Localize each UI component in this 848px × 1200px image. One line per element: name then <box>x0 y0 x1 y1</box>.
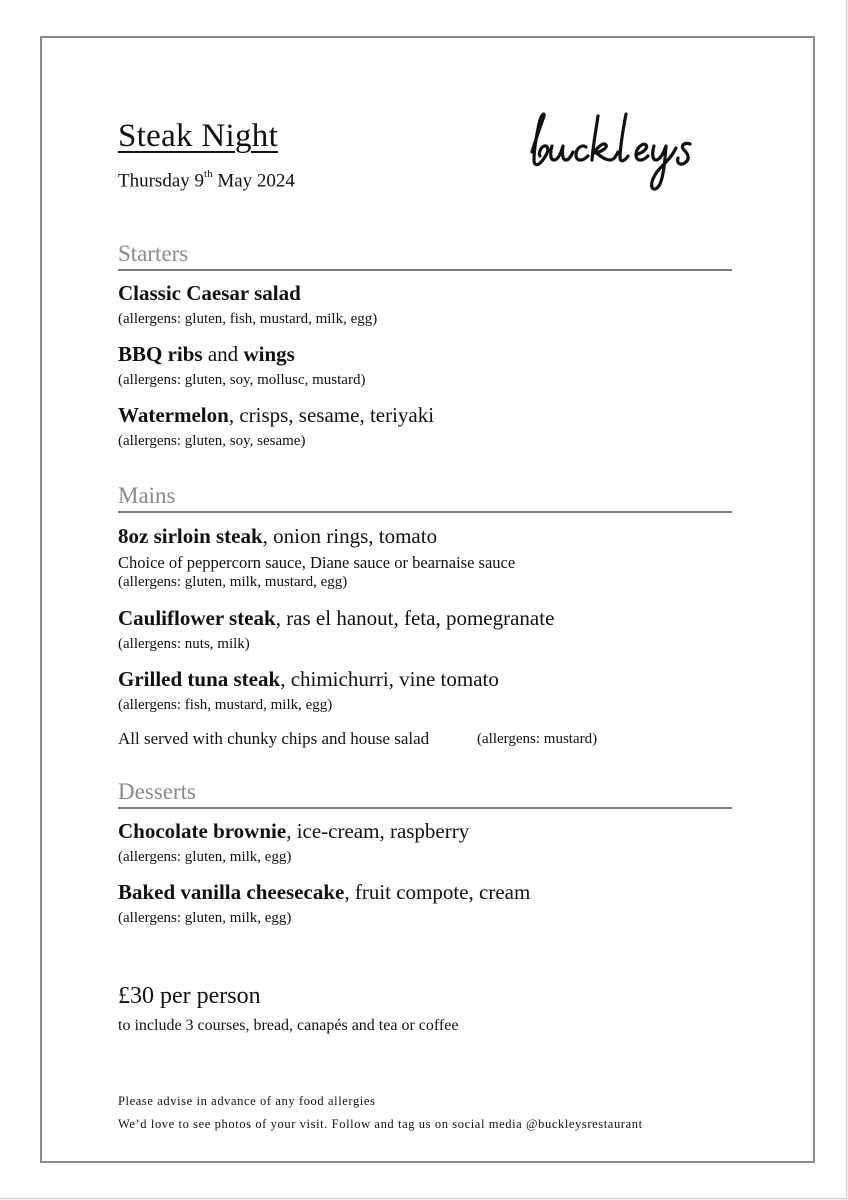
buckleys-script-logo <box>520 100 770 200</box>
menu-item-sirloin: 8oz sirloin steak, onion rings, tomato <box>118 524 438 548</box>
allergens-served-with: (allergens: mustard) <box>477 731 598 747</box>
allergens-watermelon: (allergens: gluten, soy, sesame) <box>118 433 306 449</box>
allergens-sirloin: (allergens: gluten, milk, mustard, egg) <box>118 574 348 590</box>
allergens-cheesecake: (allergens: gluten, milk, egg) <box>118 910 292 926</box>
menu-item-cauliflower: Cauliflower steak, ras el hanout, feta, pomegranate <box>118 606 555 630</box>
allergens-caesar: (allergens: gluten, fish, mustard, milk, egg) <box>118 311 378 327</box>
page-title: Steak Night <box>118 118 279 154</box>
menu-item-cheesecake: Baked vanilla cheesecake, fruit compote, cream <box>118 880 531 904</box>
price-description: to include 3 courses, bread, canapés and tea or coffee <box>118 1017 459 1034</box>
allergens-brownie: (allergens: gluten, milk, egg) <box>118 849 292 865</box>
event-date: Thursday 9th May 2024 <box>118 168 295 192</box>
served-with-note: All served with chunky chips and house salad <box>118 729 430 748</box>
menu-item-tuna: Grilled tuna steak, chimichurri, vine tomato <box>118 667 499 691</box>
allergens-bbq: (allergens: gluten, soy, mollusc, mustard) <box>118 372 366 388</box>
section-heading-mains: Mains <box>118 483 732 513</box>
price-label: £30 per person <box>118 983 261 1009</box>
description-sirloin: Choice of peppercorn sauce, Diane sauce or bearnaise sauce <box>118 553 516 572</box>
menu-item-caesar: Classic Caesar salad <box>118 281 301 305</box>
allergens-cauliflower: (allergens: nuts, milk) <box>118 636 250 652</box>
menu-item-brownie: Chocolate brownie, ice-cream, raspberry <box>118 819 470 843</box>
section-heading-starters: Starters <box>118 241 732 271</box>
menu-item-watermelon: Watermelon, crisps, sesame, teriyaki <box>118 403 435 427</box>
buckleys-logo <box>520 100 770 200</box>
footer-social-note: We’d love to see photos of your visit. Follow and tag us on social media @buckleysrestaurant <box>118 1117 643 1131</box>
footer-allergy-note: Please advise in advance of any food allergies <box>118 1094 376 1108</box>
allergens-tuna: (allergens: fish, mustard, milk, egg) <box>118 697 333 713</box>
section-heading-desserts: Desserts <box>118 779 732 809</box>
menu-item-bbq: BBQ ribs and wings <box>118 342 295 366</box>
